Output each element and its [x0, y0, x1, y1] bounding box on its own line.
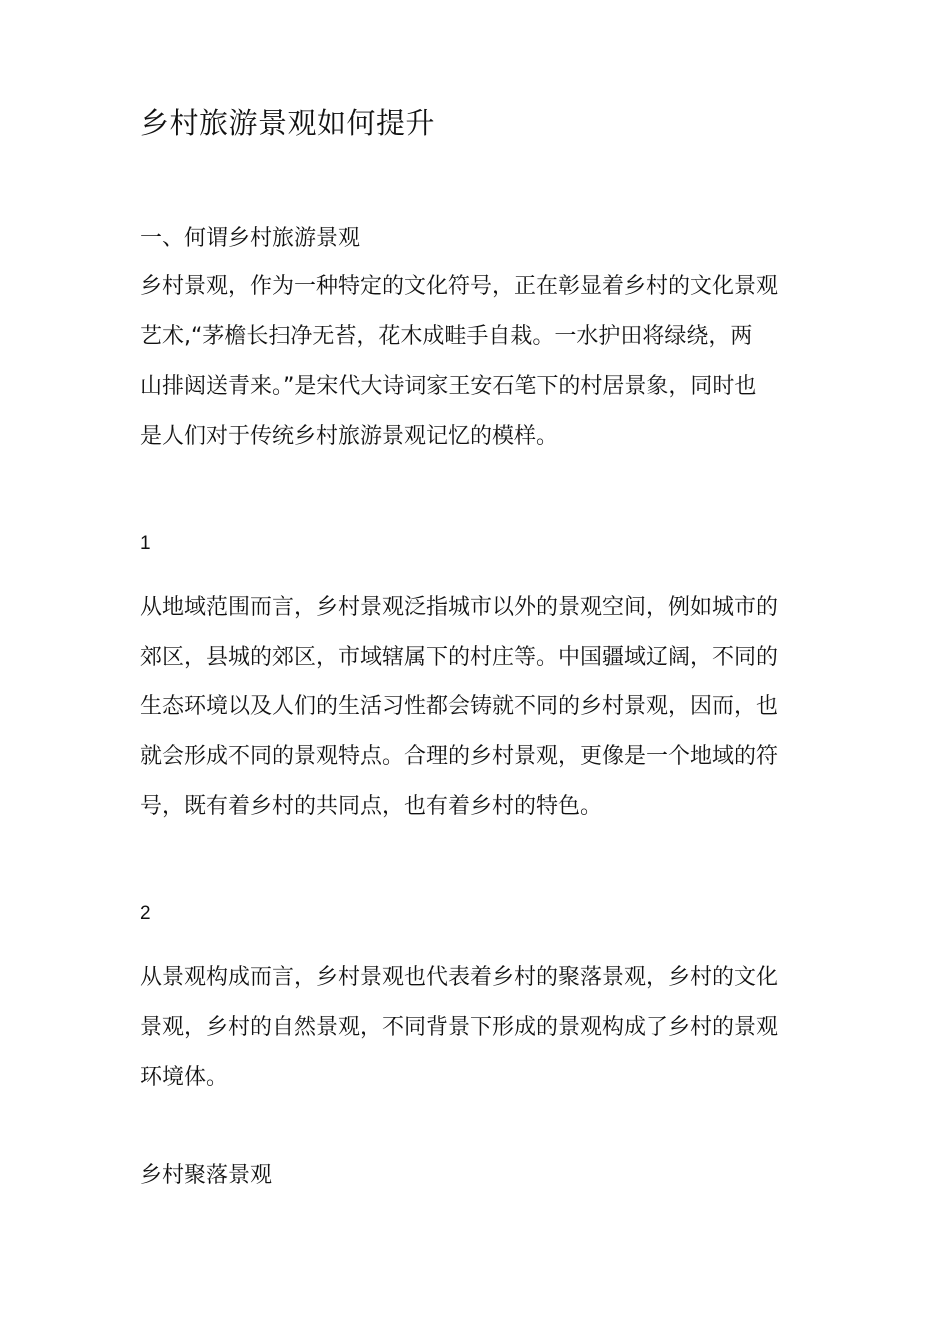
paragraph-1-line-4: 是人们对于传统乡村旅游景观记忆的模样。 — [140, 424, 559, 449]
paragraph-1-line-2: 艺术,“茅檐长扫净无苔，花木成畦手自栽。一水护田将绿绕，两 — [140, 324, 753, 349]
section-heading: 一、何谓乡村旅游景观 — [140, 226, 361, 251]
paragraph-3-line-1: 从景观构成而言，乡村景观也代表着乡村的聚落景观，乡村的文化 — [140, 965, 779, 990]
paragraph-2-line-1: 从地域范围而言，乡村景观泛指城市以外的景观空间，例如城市的 — [140, 595, 779, 620]
section-marker-1: 1 — [140, 533, 151, 554]
page-title: 乡村旅游景观如何提升 — [140, 106, 436, 140]
paragraph-3-line-3: 环境体。 — [140, 1065, 229, 1090]
paragraph-1-line-1: 乡村景观，作为一种特定的文化符号，正在彰显着乡村的文化景观 — [140, 274, 779, 299]
paragraph-1-line-3: 山排闼送青来。”是宋代大诗词家王安石笔下的村居景象，同时也 — [140, 374, 757, 399]
paragraph-2-line-3: 生态环境以及人们的生活习性都会铸就不同的乡村景观，因而，也 — [140, 694, 779, 719]
paragraph-3-line-2: 景观，乡村的自然景观，不同背景下形成的景观构成了乡村的景观 — [140, 1015, 779, 1040]
paragraph-2-line-2: 郊区，县城的郊区，市域辖属下的村庄等。中国疆域辽阔，不同的 — [140, 645, 779, 670]
section-marker-2: 2 — [140, 903, 151, 924]
paragraph-2-line-4: 就会形成不同的景观特点。合理的乡村景观，更像是一个地域的符 — [140, 744, 779, 769]
paragraph-2-line-5: 号，既有着乡村的共同点，也有着乡村的特色。 — [140, 794, 603, 819]
subheading: 乡村聚落景观 — [140, 1163, 273, 1188]
